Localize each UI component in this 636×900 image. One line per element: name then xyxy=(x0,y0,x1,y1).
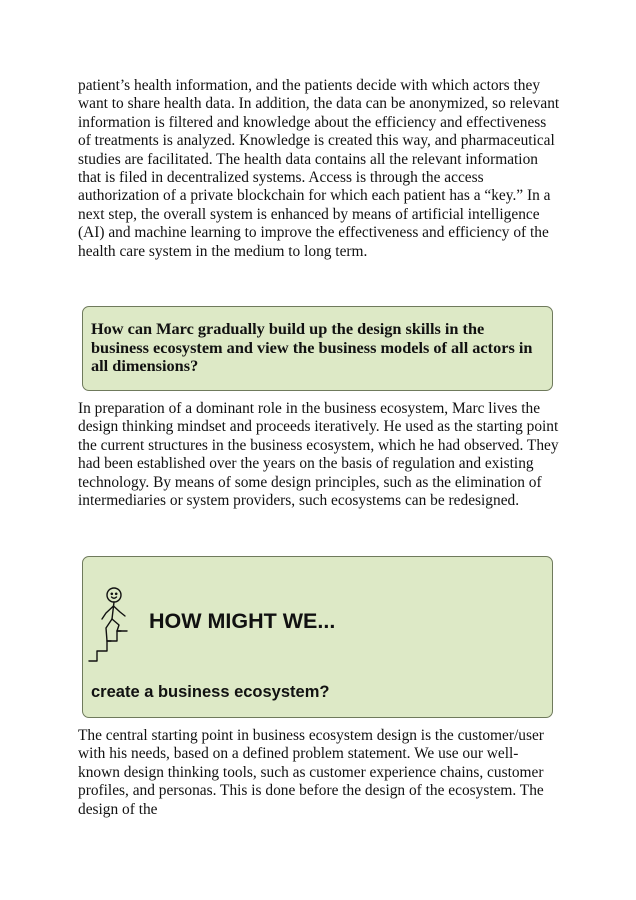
question-text: How can Marc gradually build up the design skills in the business ecosystem and view the business models of all actors in all dimensions? xyxy=(91,319,533,376)
how-might-we-title: HOW MIGHT WE... xyxy=(149,609,336,633)
how-might-we-box xyxy=(82,556,553,718)
paragraph-preparation: In preparation of a dominant role in the business ecosystem, Marc lives the design thinking mindset and proceeds iteratively. He used as the starting point the current structures in the business ecosystem, which he had observed. They had been established over the years on the basis of regulation and existing technology. By means of some design principles, such as the elimination of intermediaries or system providers, such ecosystems can be redesigned. xyxy=(78,400,559,510)
how-might-we-subtitle: create a business ecosystem? xyxy=(91,683,330,701)
paragraph-intro: patient’s health information, and the patients decide with which actors they want to share health data. In addition, the data can be anonymized, so relevant information is filtered and knowledge about the efficiency and effectiveness of treatments is analyzed. Knowledge is created this way, and pharmaceutical studies are facilitated. The health data contains all the relevant information that is filed in decentralized systems. Access is through the access authorization of a private blockchain for which each patient has a “key.” In a next step, the overall system is enhanced by means of artificial intelligence (AI) and machine learning to improve the effectiveness and efficiency of the health care system in the medium to long term. xyxy=(78,77,560,260)
question-box xyxy=(82,306,553,391)
paragraph-central: The central starting point in business ecosystem design is the customer/user with his needs, based on a defined problem statement. We use our well-known design thinking tools, such as customer experience chains, customer profiles, and personas. This is done before the design of the ecosystem. The design of the xyxy=(78,727,544,818)
stick-figure-climbing-stairs-icon xyxy=(87,583,139,665)
